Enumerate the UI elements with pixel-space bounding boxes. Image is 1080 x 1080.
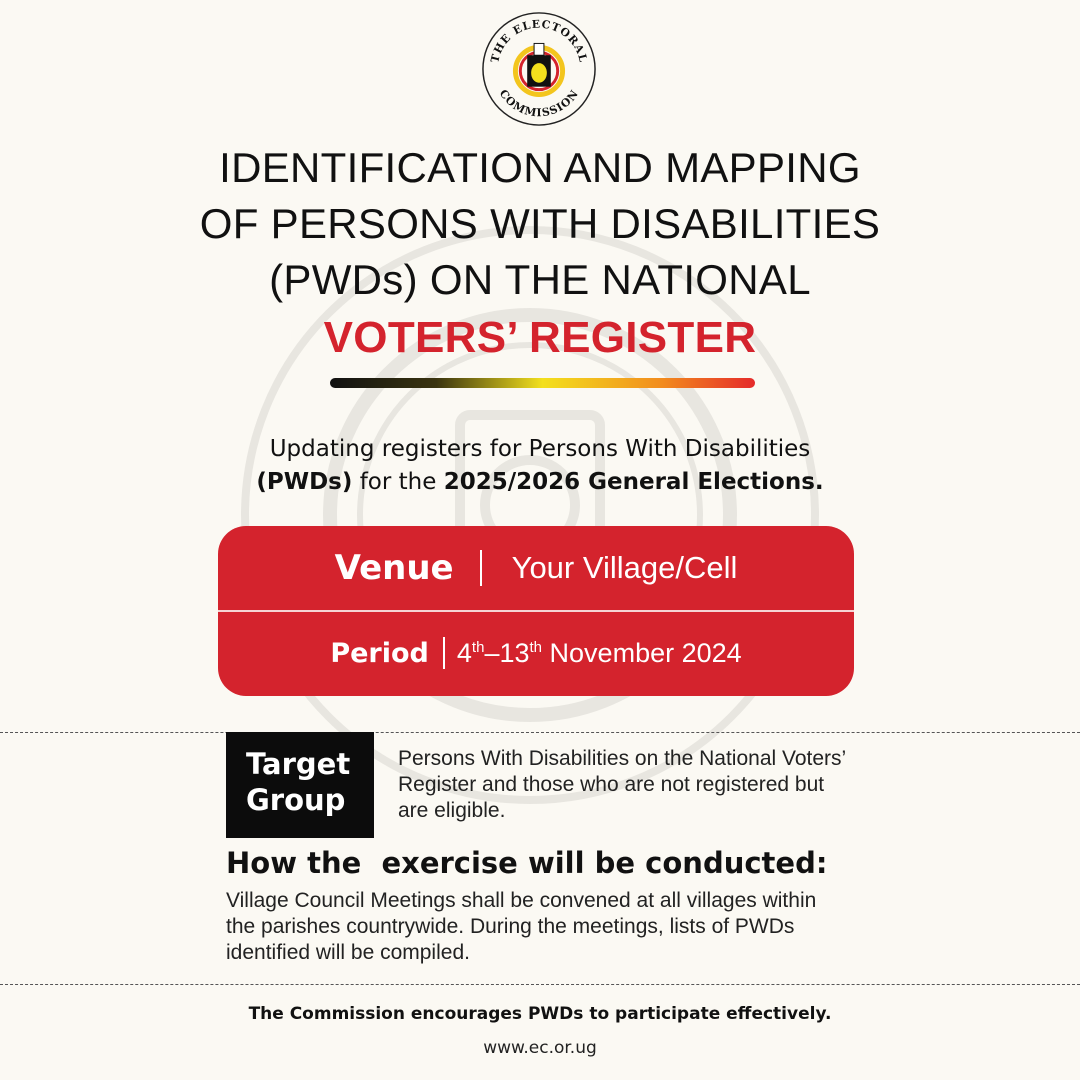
subtitle-bold-pwds: (PWDs) xyxy=(256,469,353,495)
period-start-day: 4 xyxy=(456,637,472,668)
venue-label: Venue xyxy=(334,548,454,588)
headline-line-2: OF PERSONS WITH DISABILITIES xyxy=(199,200,881,247)
subtitle-line-1: Updating registers for Persons With Disabilities xyxy=(269,436,811,462)
details-card xyxy=(218,526,854,696)
period-value xyxy=(457,638,742,669)
period-start-suffix: th xyxy=(471,638,485,656)
venue-row xyxy=(218,526,854,612)
period-end-suffix: th xyxy=(529,638,543,656)
svg-text:COMMISSION: COMMISSION xyxy=(496,87,582,120)
period-row xyxy=(218,612,854,694)
headline-line-1: IDENTIFICATION AND MAPPING xyxy=(219,144,861,191)
headline-highlight: VOTERS’ REGISTER xyxy=(323,313,757,362)
target-label-line-1: Target xyxy=(246,747,351,781)
period-divider xyxy=(443,637,445,669)
subtitle-bold-elections: 2025/2026 General Elections. xyxy=(443,469,824,495)
venue-value: Your Village/Cell xyxy=(511,550,738,585)
target-group-text: Persons With Disabilities on the National Voters’ Register and those who are not registered but are eligible. xyxy=(398,747,846,822)
venue-divider xyxy=(480,550,482,586)
period-month-year: November 2024 xyxy=(549,637,742,668)
how-section-text: Village Council Meetings shall be convened at all villages within the parishes countrywide. During the meetings, lists of PWDs identified will be compiled. xyxy=(226,889,817,964)
footer-message: The Commission encourages PWDs to participate effectively. xyxy=(248,1004,832,1024)
period-label: Period xyxy=(330,637,429,669)
svg-text:THE ELECTORAL: THE ELECTORAL xyxy=(488,17,590,65)
how-section-title: How the exercise will be conducted: xyxy=(226,846,828,880)
subtitle-for-the: for the xyxy=(359,469,437,495)
headline xyxy=(0,140,1080,367)
national-colors-stripe xyxy=(330,378,755,388)
headline-line-3: (PWDs) ON THE NATIONAL xyxy=(269,256,811,303)
period-end-day: 13 xyxy=(499,637,530,668)
subtitle xyxy=(0,433,1080,499)
target-label-line-2: Group xyxy=(246,783,346,817)
period-separator: – xyxy=(484,637,500,668)
target-group-label xyxy=(226,732,374,838)
electoral-commission-logo xyxy=(480,10,598,128)
website-link[interactable]: www.ec.or.ug xyxy=(483,1038,597,1058)
dashed-divider-bottom xyxy=(0,984,1080,985)
subtitle-line-2 xyxy=(0,466,1080,499)
dashed-divider-top xyxy=(0,732,1080,733)
